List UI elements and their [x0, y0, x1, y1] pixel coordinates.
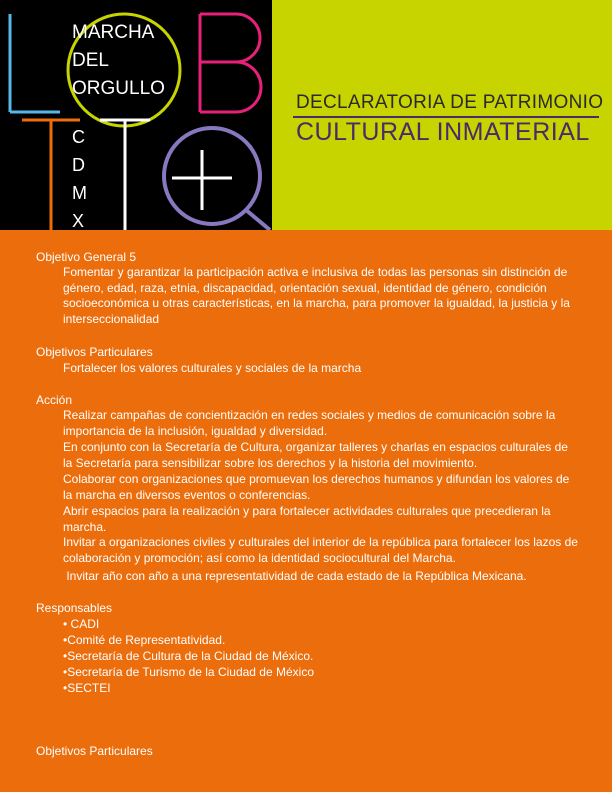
logo-letter-q — [164, 128, 260, 224]
logo-word-orgullo: ORGULLO — [72, 78, 165, 99]
march-logo — [0, 0, 272, 230]
document-body — [0, 230, 612, 792]
accion-item: Invitar año con año a una representatividad de cada estado de la República Mexicana. — [63, 569, 527, 583]
logo-graphic — [0, 0, 272, 230]
footer-heading: Objetivos Particulares — [36, 744, 153, 758]
accion-item: Colaborar con organizaciones que promuevan los derechos humanos y difundan los valores de la marcha en diversos eventos o conferencias. — [63, 472, 570, 502]
header — [0, 0, 612, 230]
responsable-item: • CADI — [63, 617, 100, 631]
objetivos-particulares-heading: Objetivos Particulares — [36, 345, 153, 359]
responsables-heading: Responsables — [36, 601, 113, 615]
title-panel — [272, 0, 612, 230]
logo-letter-b — [200, 14, 261, 112]
logo-word-del: DEL — [72, 50, 109, 71]
logo-letter-m: M — [72, 183, 87, 203]
accion-item: Invitar a organizaciones civiles y culturales del interior de la república para fortalecer los lazos de colaboración y promoción; así como la identidad sociocultural del Marcha. — [63, 535, 578, 565]
objetivo-general-paragraph: Fomentar y garantizar la participación activa e inclusiva de todas las personas sin distinción de género, edad, raza, etnia, discapacidad, orientación sexual, identidad de género, condición socioeconómica u otras características, en la marcha, para promover la igualdad, la justicia y la interseccionalidad — [63, 265, 570, 326]
accion-item: En conjunto con la Secretaría de Cultura, organizar talleres y charlas en espacios culturales de la Secretaría para sensibilizar sobre los derechos y la historia del movimiento. — [63, 440, 568, 470]
logo-letter-x: X — [72, 211, 85, 230]
objetivo-general-heading: Objetivo General 5 — [36, 250, 137, 264]
logo-letter-c: C — [72, 127, 85, 147]
objetivo-general-text — [63, 265, 581, 327]
accion-heading: Acción — [36, 393, 73, 407]
responsable-item: •Secretaría de Cultura de la Ciudad de México. — [63, 649, 314, 663]
objetivos-particulares-text: Fortalecer los valores culturales y sociales de la marcha — [63, 361, 362, 375]
responsable-item: •Comité de Representatividad. — [63, 633, 226, 647]
logo-word-marcha: MARCHA — [72, 22, 155, 43]
title-line-1: DECLARATORIA DE PATRIMONIO — [296, 92, 604, 113]
title-line-2: CULTURAL INMATERIAL — [296, 118, 590, 146]
accion-item: Realizar campañas de concientización en redes sociales y medios de comunicación sobre la importancia de la inclusión, igualdad y diversidad. — [63, 408, 556, 438]
logo-letter-d: D — [72, 155, 85, 175]
responsable-item: •Secretaría de Turismo de la Ciudad de México — [63, 665, 314, 679]
accion-item: Abrir espacios para la realización y para fortalecer actividades culturales que precedieran la marcha. — [63, 504, 551, 534]
responsable-item: •SECTEI — [63, 681, 111, 695]
